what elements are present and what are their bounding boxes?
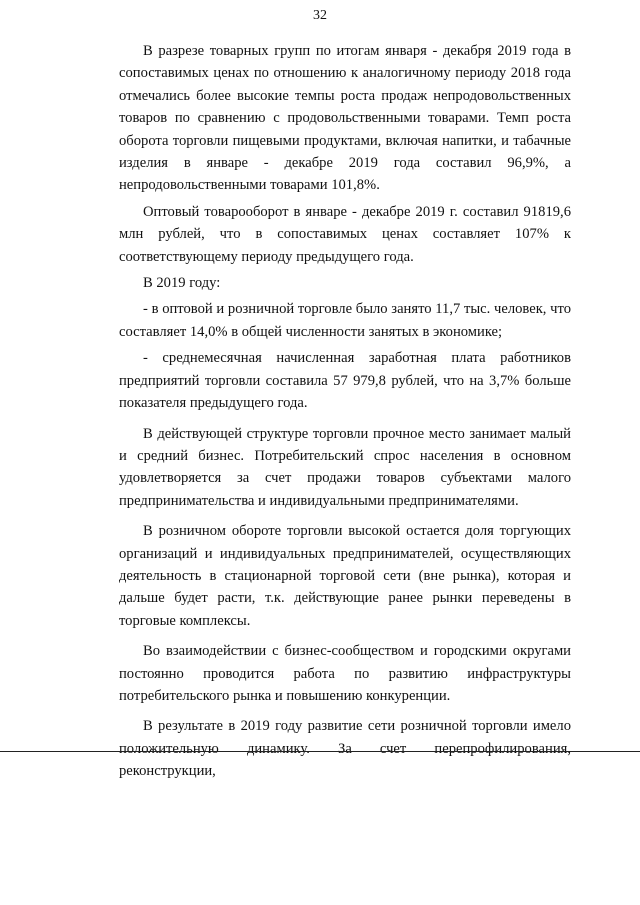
paragraph-retail-share: В розничном обороте торговли высокой остается доля торгующих организаций и индивидуальных предпринимателей, осуществляющих деятельность в стационарной торговой сети (вне рынка), которая и дальше будет расти, т.к. действующие ранее рынки переведены в торговые комплексы. [119,523,571,629]
paragraph-small-business: В действующей структуре торговли прочное место занимает малый и средний бизнес. Потребительский спрос населения в основном удовлетворяется за счет продажи товаров субъектами малого предпринимательства и индивидуальными предпринимателями. [119,425,571,509]
paragraph-business-cooperation: Во взаимодействии с бизнес-сообществом и городскими округами постоянно проводится работа по развитию инфраструктуры потребительского рынка и повышению конкуренции. [119,643,571,704]
page-number: 32 [313,8,327,23]
paragraph-employment: - в оптовой и розничной торговле было занято 11,7 тыс. человек, что составляет 14,0% в общей численности занятых в экономике; [119,301,571,340]
paragraph-year-intro: В 2019 году: [143,275,221,292]
paragraph-wholesale-turnover: Оптовый товарооборот в январе - декабре 2019 г. составил 91819,6 млн рублей, что в сопоставимых ценах составляет 107% к соответствующему периоду предыдущего года. [119,203,571,265]
document-body [119,40,571,783]
paragraph-salary: - среднемесячная начисленная заработная плата работников предприятий торговли составила 57 979,8 рублей, что на 3,7% больше показателя предыдущего года. [119,350,571,412]
page-divider-line [0,751,640,752]
paragraph-goods-groups: В разрезе товарных групп по итогам января - декабря 2019 года в сопоставимых ценах по отношению к аналогичному периоду 2018 года отмечались более высокие темпы роста продаж непродовольственных товаров по сравнению с продовольственными товарами. Темп роста оборота торговли пищевыми продуктами, включая напитки, и табачные изделия в январе - декабре 2019 года составил 96,9%, а непродовольственными товарами 101,8%. [119,43,571,194]
paragraph-retail-network: В результате в 2019 году развитие сети розничной торговли имело положительную динамику. За счет перепрофилирования, реконструкции, [119,718,571,780]
